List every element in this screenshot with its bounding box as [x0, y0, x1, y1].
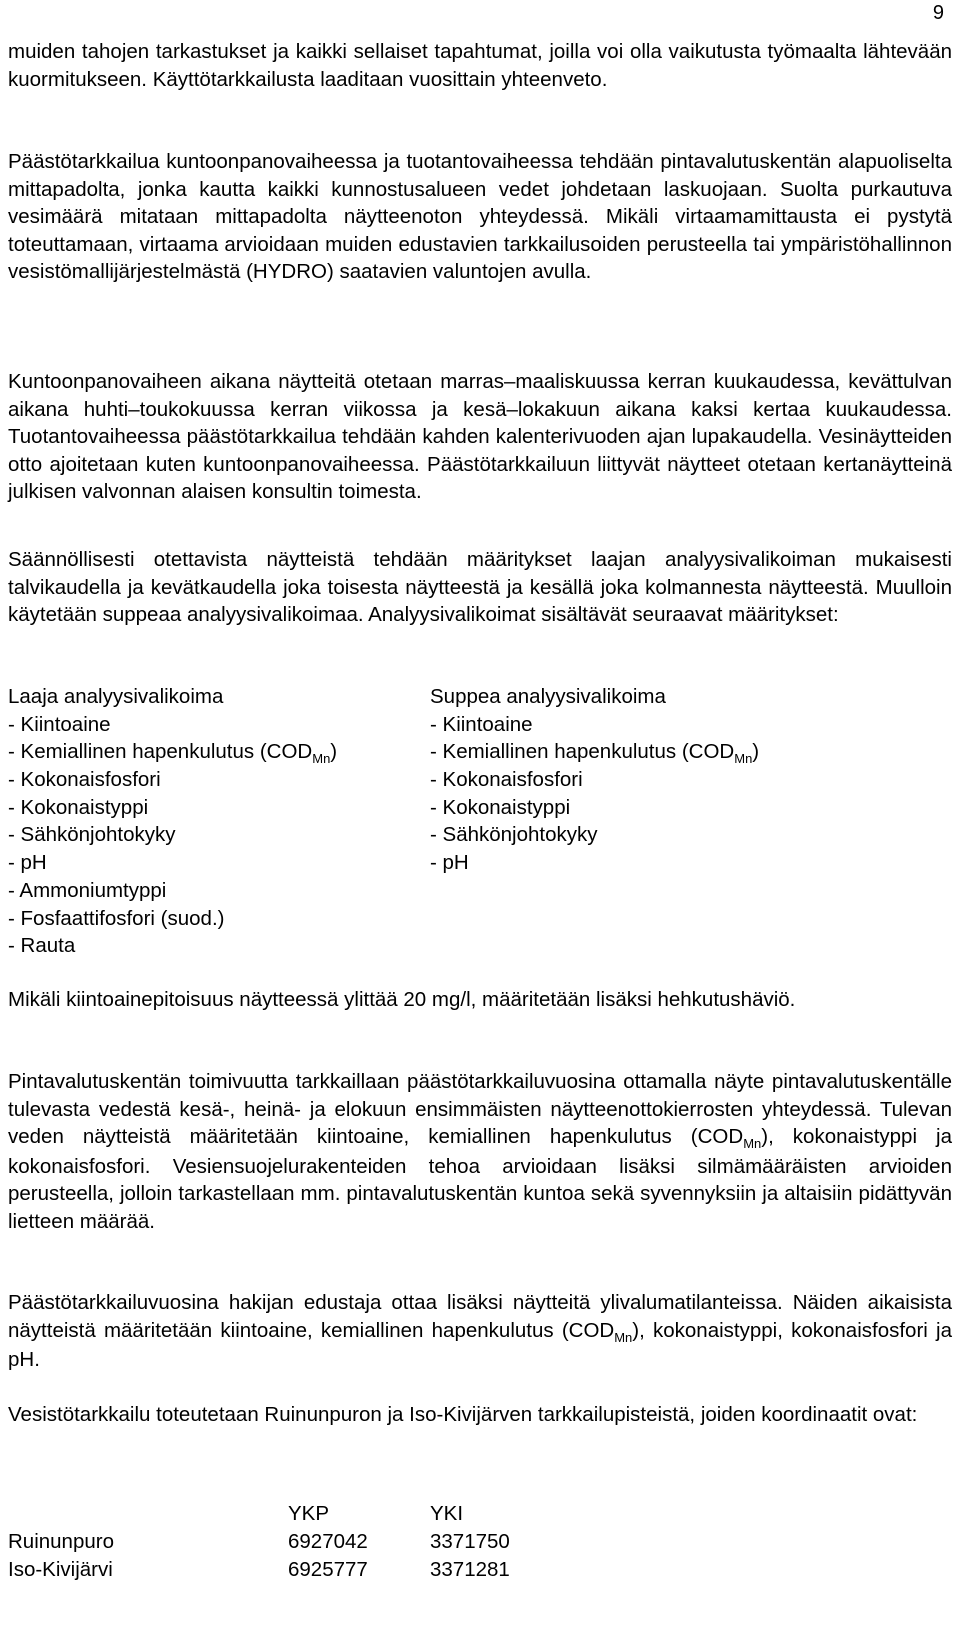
- wide-list-item: - pH: [8, 851, 47, 875]
- paragraph-4: [8, 546, 952, 629]
- narrow-list-item: - Kokonaistyppi: [430, 795, 571, 819]
- site-yki: 3371750: [430, 1530, 510, 1553]
- paragraph-8: [8, 1401, 952, 1429]
- narrow-list-item: - Kiintoaine: [430, 712, 533, 736]
- wide-list-item: [8, 738, 337, 766]
- paragraph-8-text: Vesistötarkkailu toteutetaan Ruinunpuron ja Iso-Kivijärven tarkkailupisteistä, joiden koordinaatit ovat:: [8, 1403, 918, 1426]
- wide-list-item: - Kokonaistyppi: [8, 795, 149, 819]
- wide-list-heading: Laaja analyysivalikoima: [8, 685, 224, 708]
- narrow-list-item: - Sähkönjohtokyky: [430, 823, 598, 847]
- narrow-cod-subscript: Mn: [734, 751, 753, 767]
- wide-list-item: - Fosfaattifosfori (suod.): [8, 906, 225, 930]
- wide-cod-text: - Kemiallinen hapenkulutus (COD: [8, 740, 313, 764]
- paragraph-7-text: [8, 1289, 952, 1374]
- site-ykp: 6927042: [288, 1530, 368, 1553]
- paragraph-3-text: Kuntoonpanovaiheen aikana näytteitä otetaan marras–maaliskuussa kerran kuukaudessa, kevättulvan aikana huhti–toukokuussa kerran viikossa ja kesä–lokakuun aikana kaksi kertaa kuukaudessa. Tuotantovaiheessa päästötarkkailua tehdään kahden kalenterivuoden ajan lupakaudella. Vesinäytteiden otto ajoitetaan kuten kuntoonpanovaiheessa. Päästötarkkailuun liittyvät näytteet otetaan kertanäytteinä julkisen valvonnan alaisen konsultin toimesta.: [8, 370, 952, 503]
- paragraph-7: [8, 1289, 952, 1374]
- page-number: 9: [932, 2, 944, 24]
- paragraph-7-part-a: Päästötarkkailuvuosina hakijan edustaja ottaa lisäksi näytteitä ylivalumatilanteissa. Näiden aikaisista näytteistä määritetään kiintoaine, kemiallinen hapenkulutus (COD: [8, 1291, 952, 1342]
- paragraph-2: [8, 148, 952, 286]
- narrow-cod-text: - Kemiallinen hapenkulutus (COD: [430, 740, 735, 764]
- wide-cod-subscript: Mn: [312, 751, 331, 767]
- paragraph-6-part-a: Pintavalutuskentän toimivuutta tarkkaillaan päästötarkkailuvuosina ottamalla näyte pintavalutuskentälle tulevasta vedestä kesä-, heinä- ja elokuun ensimmäisten näytteenottokierrosten yhteydessä. Tulevan veden näytteistä määritetään kiintoaine, kemiallinen hapenkulutus (COD: [8, 1070, 952, 1148]
- paragraph-6-part-b: ), kokonaistyppi ja kokonaisfosfori. Vesiensuojelurakenteiden tehoa arvioidaan lisäksi silmämääräisten arvioiden perusteella, jolloin tarkastellaan mm. pintavalutuskentän kuntoa sekä syvennyksiin ja altaisiin pidättyvän lietteen määrää.: [8, 1125, 952, 1233]
- header-yki: YKI: [430, 1502, 464, 1525]
- paragraph-6-subscript: Mn: [743, 1136, 762, 1151]
- site-name: Iso-Kivijärvi: [8, 1558, 113, 1581]
- paragraph-6: [8, 1068, 952, 1235]
- narrow-cod-close: ): [752, 740, 760, 764]
- wide-list-item: - Kokonaisfosfori: [8, 768, 161, 792]
- wide-list-item: - Kiintoaine: [8, 712, 111, 736]
- site-ykp: 6925777: [288, 1558, 368, 1581]
- site-yki: 3371281: [430, 1558, 510, 1581]
- narrow-list-heading: Suppea analyysivalikoima: [430, 685, 666, 708]
- paragraph-5: [8, 986, 952, 1014]
- paragraph-6-text: [8, 1068, 952, 1235]
- site-name: Ruinunpuro: [8, 1530, 114, 1553]
- narrow-list-item: - pH: [430, 851, 469, 875]
- narrow-list-item: [430, 738, 759, 766]
- paragraph-4-text: Säännöllisesti otettavista näytteistä tehdään määritykset laajan analyysivalikoiman mukaisesti talvikaudella ja kevätkaudella joka toisesta näytteestä ja kesällä joka kolmannesta näytteestä. Muulloin käytetään suppeaa analyysivalikoimaa. Analyysivalikoimat sisältävät seuraavat määritykset:: [8, 548, 952, 626]
- wide-list-item: - Sähkönjohtokyky: [8, 823, 176, 847]
- wide-analysis-list: [8, 683, 337, 960]
- wide-list-item: - Rauta: [8, 934, 76, 958]
- paragraph-5-text: Mikäli kiintoainepitoisuus näytteessä ylittää 20 mg/l, määritetään lisäksi hehkutushäviö.: [8, 988, 796, 1011]
- paragraph-1: [8, 38, 952, 93]
- paragraph-3: [8, 368, 952, 506]
- paragraph-2-text: Päästötarkkailua kuntoonpanovaiheessa ja tuotantovaiheessa tehdään pintavalutuskentän alapuoliselta mittapadolta, jonka kautta kaikki kunnostusalueen vedet johdetaan laskuojaan. Suolta purkautuva vesimäärä mitataan mittapadolta näytteenoton yhteydessä. Mikäli virtaamamittausta ei pystytä toteuttamaan, virtaama arvioidaan muiden edustavien tarkkailusoiden perusteella tai ympäristöhallinnon vesistömallijärjestelmästä (HYDRO) saatavien valuntojen avulla.: [8, 150, 952, 283]
- narrow-list-item: - Kokonaisfosfori: [430, 768, 583, 792]
- narrow-analysis-list: [430, 683, 759, 877]
- paragraph-7-subscript: Mn: [614, 1329, 633, 1345]
- paragraph-7-part-b: ), kokonaistyppi, kokonaisfosfori ja pH.: [8, 1318, 952, 1371]
- wide-list-item: - Ammoniumtyppi: [8, 878, 167, 902]
- wide-cod-close: ): [330, 740, 338, 764]
- paragraph-1-text: muiden tahojen tarkastukset ja kaikki sellaiset tapahtumat, joilla voi olla vaikutusta työmaalta lähtevään kuormitukseen. Käyttötarkkailusta laaditaan vuosittain yhteenveto.: [8, 40, 952, 91]
- header-ykp: YKP: [288, 1502, 330, 1525]
